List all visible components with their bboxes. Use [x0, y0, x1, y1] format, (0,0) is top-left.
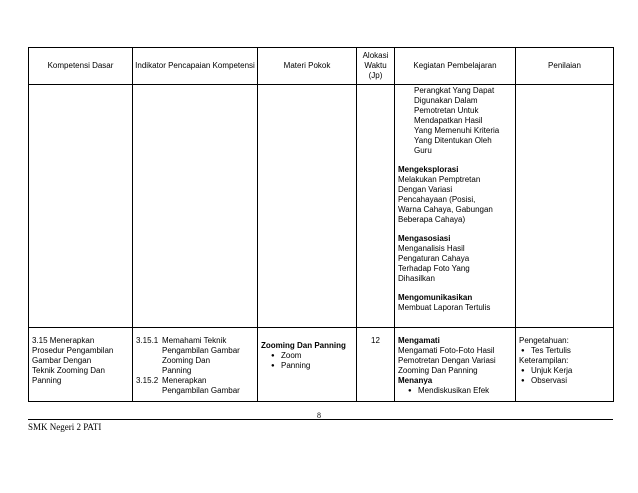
cell-materi-empty: [258, 85, 357, 328]
indikator-number: 3.15.1: [136, 336, 159, 345]
cell-alokasi-empty: [357, 85, 395, 328]
list-item: ● Mendiskusikan Efek: [408, 386, 512, 396]
text-line: Panning: [32, 376, 62, 385]
text-line: Zooming Dan: [162, 356, 211, 365]
text-line: Dihasilkan: [398, 274, 435, 283]
cell-alokasi-3-15: [357, 328, 395, 402]
list-item: ● Observasi: [521, 376, 610, 386]
indikator-item-2: [136, 376, 254, 396]
text-line: Yang Memenuhi Kriteria: [414, 126, 500, 135]
penilaian-label-pengetahuan: Pengetahuan:: [519, 336, 569, 345]
penilaian-list-pengetahuan: [519, 346, 610, 356]
text-line: Pemotretan Untuk: [414, 106, 479, 115]
kegiatan-list: [398, 386, 512, 396]
header-alokasi-line1: Alokasi: [362, 51, 389, 60]
footer-text: SMK Negeri 2 PATI: [28, 422, 102, 432]
alokasi-value: 12: [371, 336, 380, 345]
indikator-number: 3.15.2: [136, 376, 159, 385]
list-item: ● Unjuk Kerja: [521, 366, 610, 376]
text-line: Pengaturan Cahaya: [398, 254, 470, 263]
text-line: Pemotretan Dengan Variasi: [398, 356, 496, 365]
text-line: Menganalisis Hasil: [398, 244, 465, 253]
header-materi-pokok: Materi Pokok: [258, 48, 357, 85]
penilaian-label-keterampilan: Keterampilan:: [519, 356, 569, 365]
rpp-table: [28, 47, 614, 402]
cell-penilaian-3-15: [516, 328, 614, 402]
text-line: Perangkat Yang Dapat: [414, 86, 495, 95]
text-line: Guru: [414, 146, 432, 155]
text-line: Gambar Dengan: [32, 356, 92, 365]
text-line: Panning: [162, 366, 192, 375]
text-line: Teknik Zooming Dan: [32, 366, 105, 375]
text-line: Pencahayaan (Posisi,: [398, 195, 476, 204]
text-line: Mendapatkan Hasil: [414, 116, 483, 125]
penilaian-list-keterampilan: [519, 366, 610, 386]
header-indikator: Indikator Pencapaian Kompetensi: [133, 48, 258, 85]
text-line: Pengambilan Gambar: [162, 386, 240, 395]
text-line: Membuat Laporan Tertulis: [398, 303, 491, 312]
cell-indikator-empty: [133, 85, 258, 328]
text-line: Terhadap Foto Yang: [398, 264, 470, 273]
cell-kd-empty: [29, 85, 133, 328]
text-line: Memahami Teknik: [162, 336, 227, 345]
list-item: ● Panning: [271, 361, 353, 371]
text-line: Melakukan Pemptretan: [398, 175, 481, 184]
cell-penilaian-empty: [516, 85, 614, 328]
cell-kegiatan-3-15: [395, 328, 516, 402]
header-penilaian: Penilaian: [516, 48, 614, 85]
page-number: 8: [317, 411, 321, 420]
header-kompetensi-dasar: Kompetensi Dasar: [29, 48, 133, 85]
header-alokasi-line2: Waktu: [364, 61, 387, 70]
text-line: Pengambilan Gambar: [162, 346, 240, 355]
cell-kd-3-15: [29, 328, 133, 402]
list-item: ● Zoom: [271, 351, 353, 361]
list-item: ● Tes Tertulis: [521, 346, 610, 356]
header-kegiatan-pembelajaran: Kegiatan Pembelajaran: [395, 48, 516, 85]
table-row-continued: [29, 85, 614, 328]
cell-indikator-3-15: [133, 328, 258, 402]
text-line: Menerapkan: [162, 376, 207, 385]
section-title-mengeksplorasi: Mengeksplorasi: [398, 165, 459, 174]
section-title-mengamati: Mengamati: [398, 336, 440, 345]
header-alokasi-waktu: [357, 48, 395, 85]
cell-materi-3-15: [258, 328, 357, 402]
section-title-menanya: Menanya: [398, 376, 433, 385]
header-row: [29, 48, 614, 85]
text-line: Mengamati Foto-Foto Hasil: [398, 346, 495, 355]
materi-title: Zooming Dan Panning: [261, 341, 346, 350]
section-title-mengomunikasikan: Mengomunikasikan: [398, 293, 473, 302]
text-line: Beberapa Cahaya): [398, 215, 466, 224]
text-line: Digunakan Dalam: [414, 96, 478, 105]
text-line: 3.15 Menerapkan: [32, 336, 95, 345]
section-title-mengasosiasi: Mengasosiasi: [398, 234, 451, 243]
text-line: Yang Ditentukan Oleh: [414, 136, 492, 145]
text-line: Prosedur Pengambilan: [32, 346, 114, 355]
cell-kegiatan-continued: [395, 85, 516, 328]
text-line: Zooming Dan Panning: [398, 366, 478, 375]
header-alokasi-line3: (Jp): [368, 71, 383, 80]
table-row-3-15: [29, 328, 614, 402]
footer-divider: [28, 419, 613, 420]
materi-list: [261, 351, 353, 371]
text-line: Dengan Variasi: [398, 185, 453, 194]
indikator-item-1: [136, 336, 254, 376]
text-line: Warna Cahaya, Gabungan: [398, 205, 493, 214]
